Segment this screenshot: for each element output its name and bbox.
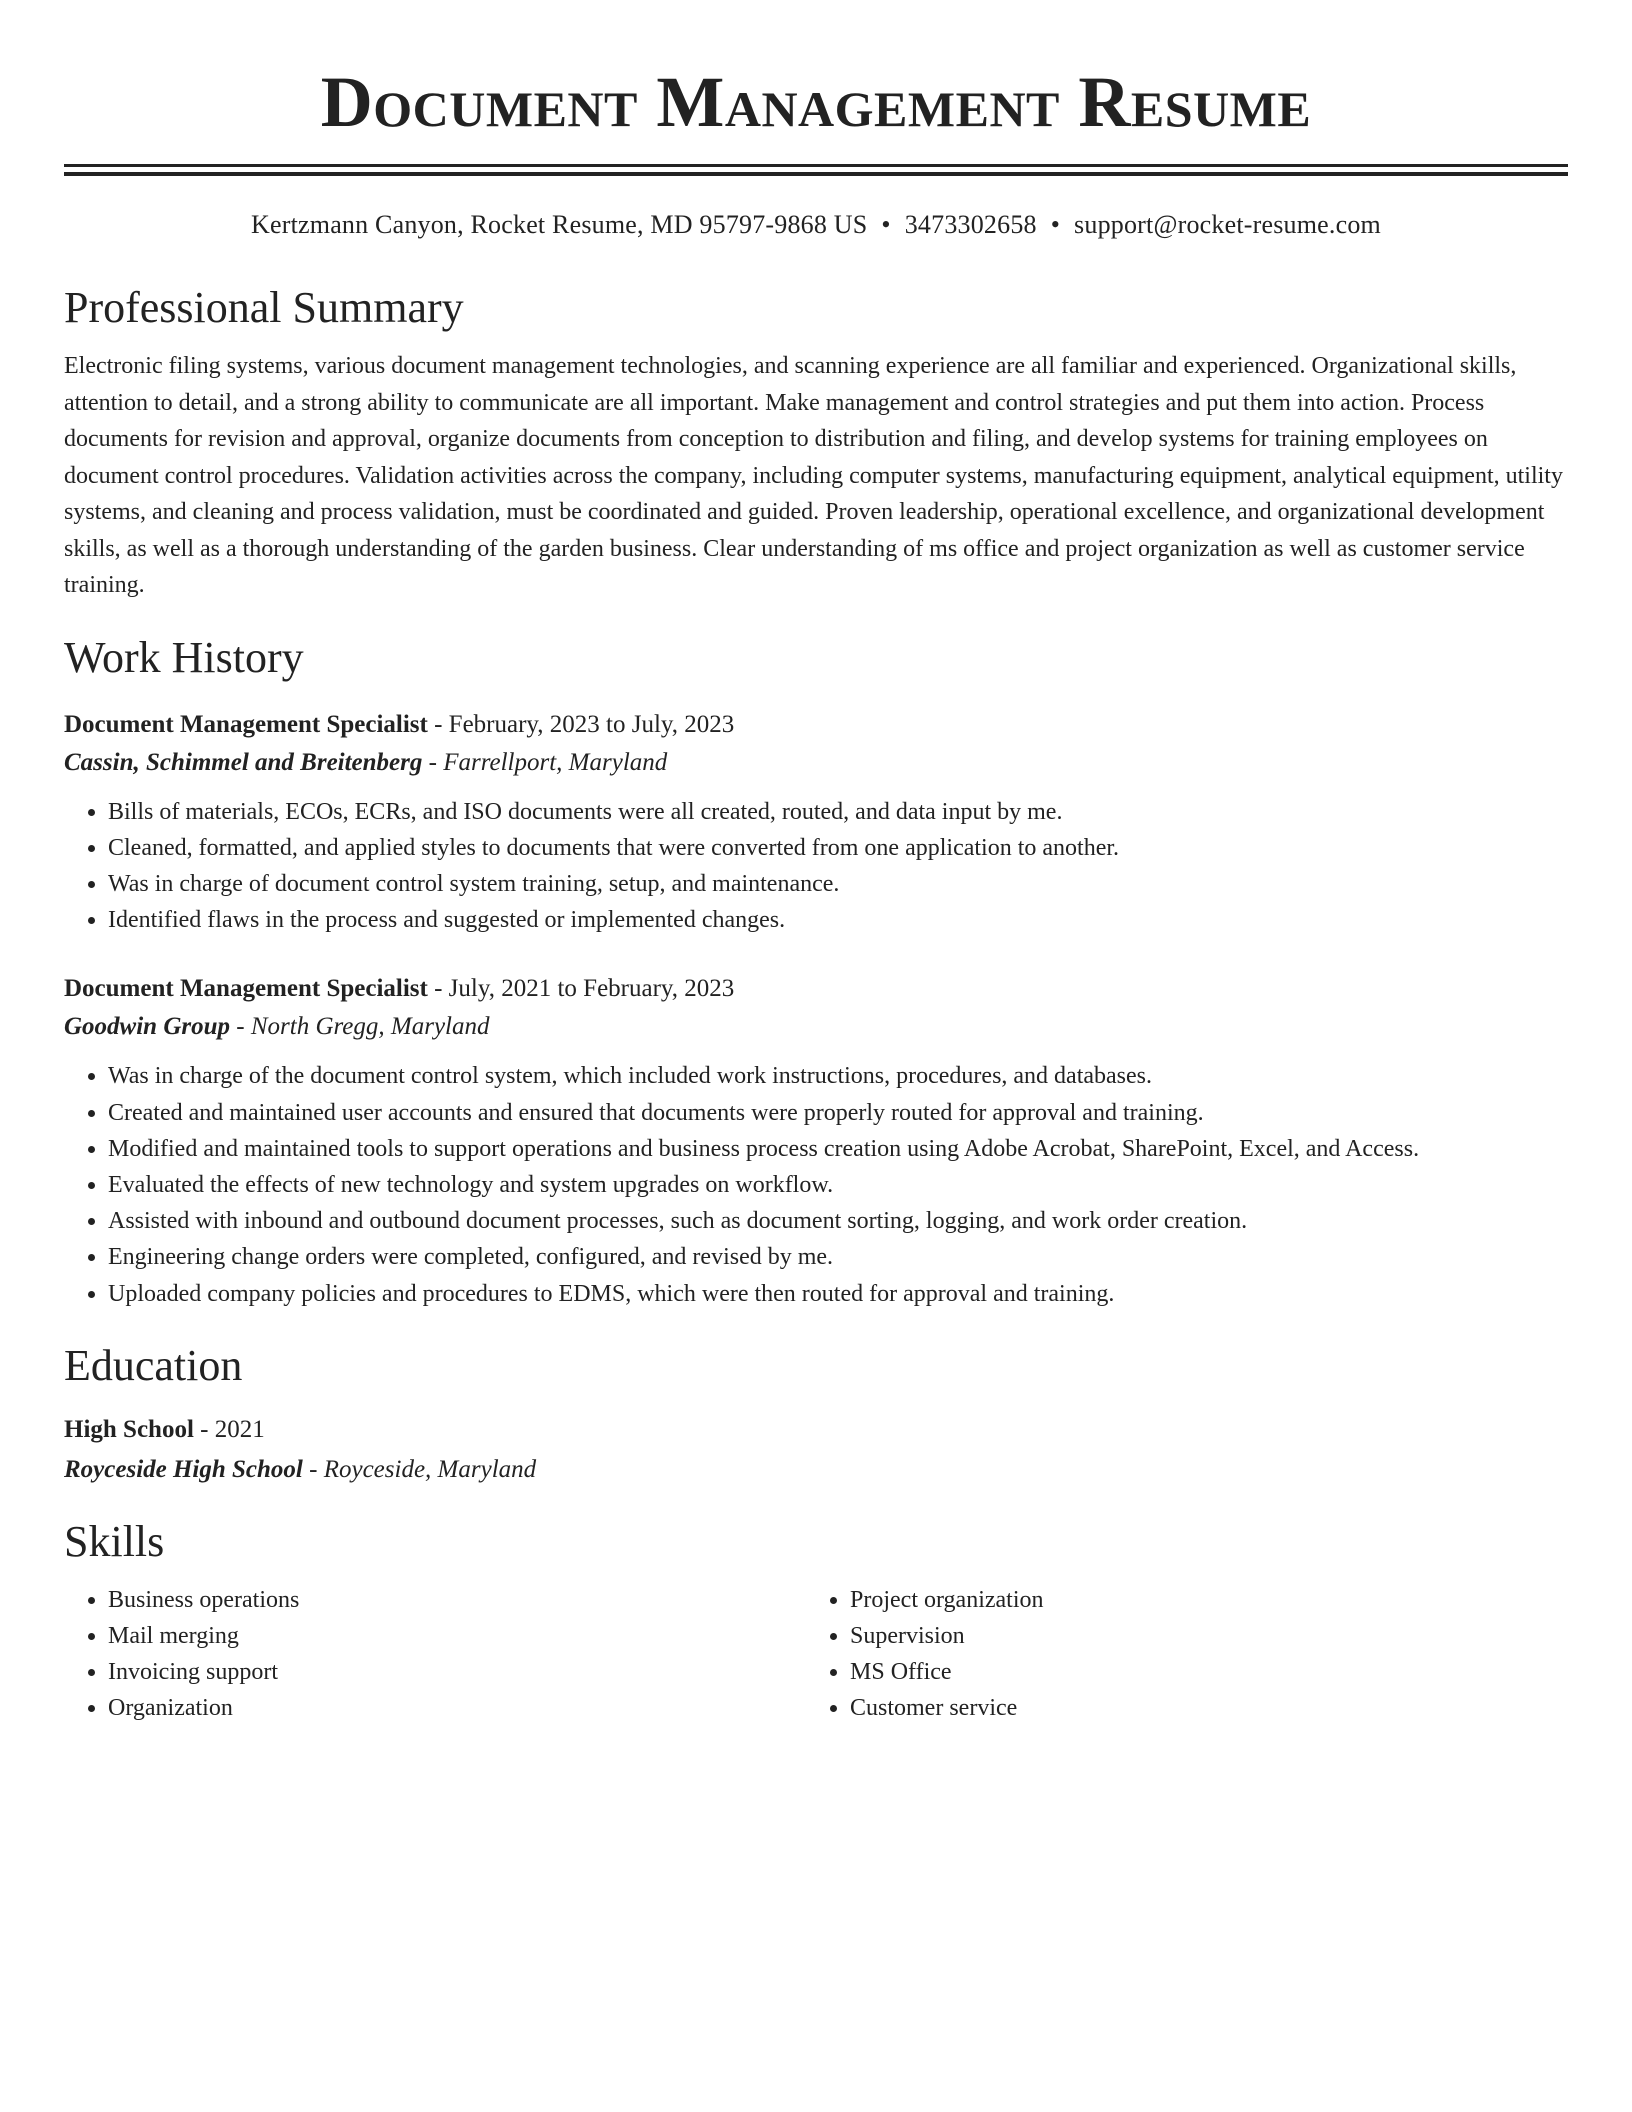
job-bullet: • Engineering change orders were completed, configured, and revised by me. [108, 1239, 1568, 1275]
job-bullet: • Created and maintained user accounts and ensured that documents were properly routed for approval and training. [108, 1095, 1568, 1131]
contact-line [64, 208, 1568, 242]
job-title-line [64, 970, 1568, 1008]
contact-address: Kertzmann Canyon, Rocket Resume, MD 95797-9868 US [251, 210, 868, 239]
education-dash: - [302, 1455, 324, 1483]
job-company-line [64, 1008, 1568, 1046]
job-dates: July, 2021 to February, 2023 [448, 975, 735, 1003]
job-title-line [64, 706, 1568, 744]
title-divider-top [64, 164, 1568, 167]
job-bullet: • Uploaded company policies and procedures to EDMS, which were then routed for approval and training. [108, 1276, 1568, 1312]
education-degree-line [64, 1410, 1568, 1450]
job-bullets [64, 794, 1568, 939]
job-bullet: • Cleaned, formatted, and applied styles to documents that were converted from one application to another. [108, 830, 1568, 866]
resume-title: Document Management Resume [320, 62, 1312, 142]
contact-phone: 3473302658 [904, 210, 1037, 239]
job-dash: - [427, 975, 449, 1003]
skills-column-right [806, 1582, 1548, 1727]
skills-column-left [64, 1582, 806, 1727]
skill-item: • Organization [108, 1690, 806, 1726]
work-history-heading: Work History [64, 632, 304, 682]
skill-item: • Mail merging [108, 1618, 806, 1654]
education-school: Royceside High School [64, 1455, 303, 1483]
education-dash: - [193, 1415, 215, 1443]
skill-item: • Business operations [108, 1582, 806, 1618]
job-company: Cassin, Schimmel and Breitenberg [64, 748, 423, 776]
contact-email: support@rocket-resume.com [1074, 210, 1381, 239]
skill-item: • MS Office [850, 1654, 1548, 1690]
title-divider-bottom [64, 172, 1568, 176]
education-degree: High School [64, 1415, 194, 1443]
contact-separator: • [881, 210, 891, 239]
job-entry [64, 706, 1568, 939]
skills-heading: Skills [64, 1516, 165, 1566]
education-heading: Education [64, 1340, 243, 1390]
job-dash: - [230, 1013, 251, 1041]
job-company-line [64, 744, 1568, 782]
job-bullet: • Bills of materials, ECOs, ECRs, and ISO documents were all created, routed, and data input by me. [108, 794, 1568, 830]
skills-list-left [64, 1582, 806, 1727]
job-dash: - [422, 748, 444, 776]
contact-separator: • [1050, 210, 1061, 239]
job-title: Document Management Specialist [64, 975, 428, 1003]
summary-text: Electronic filing systems, various document management technologies, and scanning experience are all familiar and experienced. Organizational skills, attention to detail, and a strong ability to communicate are all important. Make management and control strategies and put them into action. Process documents for revision and approval, organize documents from conception to distribution and filing, and develop systems for training employees on document control procedures. Validation activities across the company, including computer systems, manufacturing equipment, analytical equipment, utility systems, and cleaning and process validation, must be coordinated and guided. Proven leadership, operational excellence, and organizational development skills, as well as a thorough understanding of the garden business. Clear understanding of ms office and project organization as well as customer service training. [64, 353, 1563, 598]
skill-item: • Customer service [850, 1690, 1548, 1726]
job-bullets [64, 1058, 1568, 1311]
job-location: Farrellport, Maryland [443, 748, 668, 776]
skill-item: • Invoicing support [108, 1654, 806, 1690]
job-dash: - [427, 710, 449, 738]
skill-item: • Supervision [850, 1618, 1548, 1654]
job-bullet: • Assisted with inbound and outbound document processes, such as document sorting, logging, and work order creation. [108, 1203, 1568, 1239]
job-title: Document Management Specialist [64, 710, 428, 738]
job-bullet: • Modified and maintained tools to support operations and business process creation using Adobe Acrobat, SharePoint, Excel, and Access. [108, 1131, 1568, 1167]
job-bullet: • Evaluated the effects of new technology and system upgrades on workflow. [108, 1167, 1568, 1203]
job-bullet: • Was in charge of the document control system, which included work instructions, procedures, and databases. [108, 1058, 1568, 1094]
job-bullet: • Was in charge of document control system training, setup, and maintenance. [108, 866, 1568, 902]
job-bullet: • Identified flaws in the process and suggested or implemented changes. [108, 902, 1568, 938]
education-year: 2021 [214, 1415, 265, 1443]
summary-heading: Professional Summary [64, 283, 464, 332]
job-company: Goodwin Group [64, 1013, 231, 1041]
skills-grid [64, 1582, 1568, 1727]
job-location: North Gregg, Maryland [250, 1013, 490, 1041]
education-location: Royceside, Maryland [323, 1455, 537, 1483]
job-entry [64, 970, 1568, 1311]
education-school-line [64, 1450, 1568, 1490]
job-dates: February, 2023 to July, 2023 [448, 710, 735, 738]
skill-item: • Project organization [850, 1582, 1548, 1618]
skills-list-right [806, 1582, 1548, 1727]
education-entry [64, 1410, 1568, 1490]
